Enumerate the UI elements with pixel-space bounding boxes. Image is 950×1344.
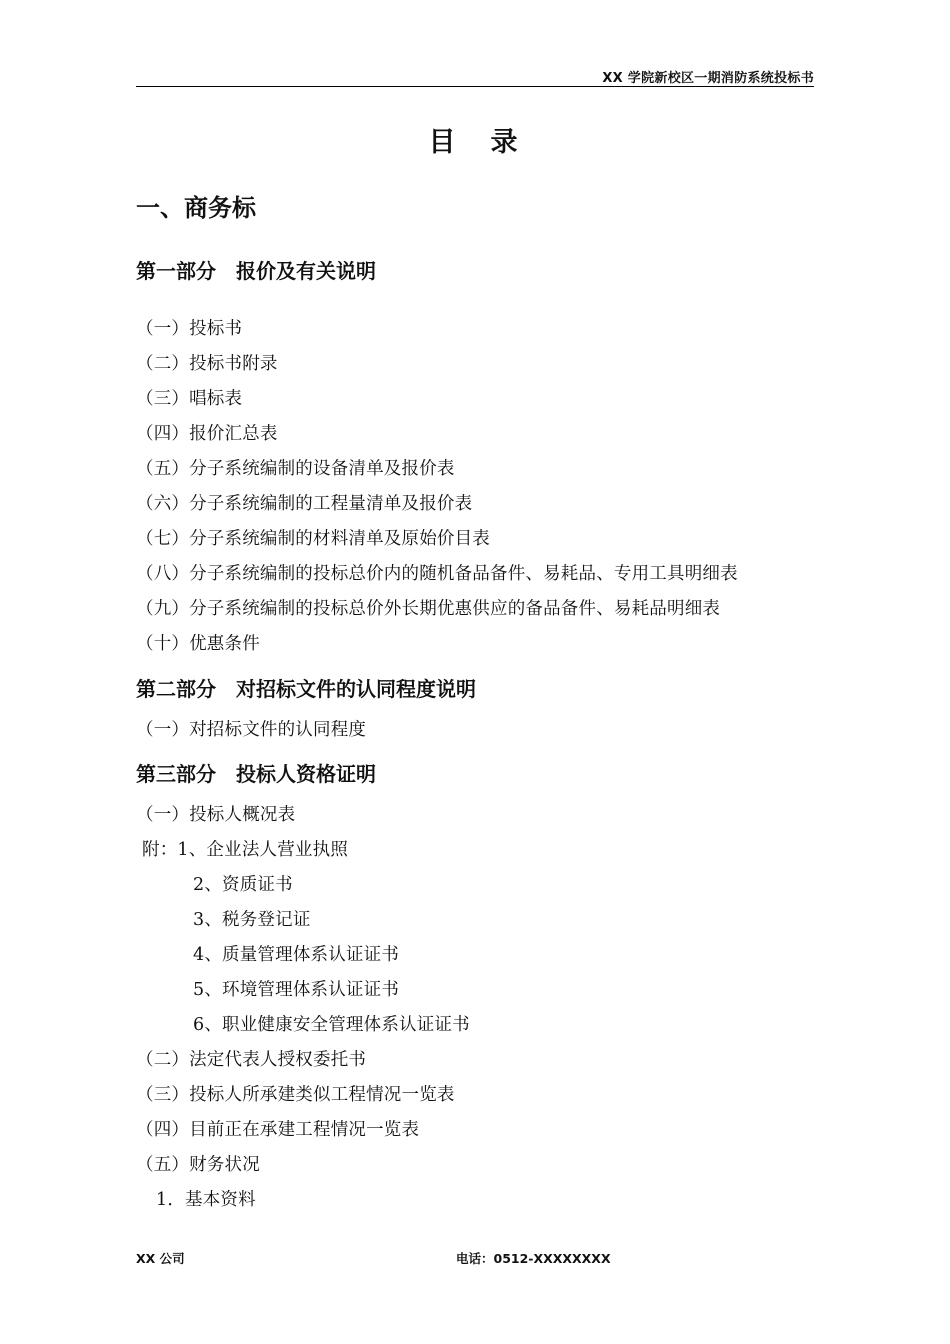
toc-subitem: 2、资质证书 — [193, 875, 293, 895]
toc-item: （二）法定代表人授权委托书 — [136, 1050, 367, 1070]
part1-heading: 第一部分 报价及有关说明 — [136, 259, 376, 283]
document-title: 目 录 — [428, 127, 522, 158]
section-heading: 一、商务标 — [136, 194, 256, 222]
toc-item: （十）优惠条件 — [136, 634, 260, 654]
toc-item: （三）投标人所承建类似工程情况一览表 — [136, 1085, 455, 1105]
toc-item: （二）投标书附录 — [136, 354, 278, 374]
footer-phone: 电话：0512-XXXXXXXX — [456, 1251, 611, 1266]
toc-item: （一）对招标文件的认同程度 — [136, 720, 367, 740]
part3-heading: 第三部分 投标人资格证明 — [136, 762, 376, 786]
toc-item: （四）目前正在承建工程情况一览表 — [136, 1120, 420, 1140]
toc-item: 附：1、企业法人营业执照 — [142, 840, 349, 860]
toc-subitem: 3、税务登记证 — [193, 910, 311, 930]
toc-subitem: 4、质量管理体系认证证书 — [193, 945, 400, 965]
toc-item: （七）分子系统编制的材料清单及原始价目表 — [136, 529, 490, 549]
header-title: XX 学院新校区一期消防系统投标书 — [602, 71, 814, 86]
toc-subitem: 1．基本资料 — [156, 1190, 256, 1210]
toc-item: （一）投标人概况表 — [136, 805, 296, 825]
toc-item: （五）分子系统编制的设备清单及报价表 — [136, 459, 455, 479]
toc-item: （五）财务状况 — [136, 1155, 260, 1175]
toc-item: （一）投标书 — [136, 319, 243, 339]
toc-item: （八）分子系统编制的投标总价内的随机备品备件、易耗品、专用工具明细表 — [136, 564, 738, 584]
toc-item: （四）报价汇总表 — [136, 424, 278, 444]
toc-item: （九）分子系统编制的投标总价外长期优惠供应的备品备件、易耗品明细表 — [136, 599, 721, 619]
header-divider — [136, 86, 814, 87]
toc-subitem: 5、环境管理体系认证证书 — [193, 980, 400, 1000]
toc-item: （六）分子系统编制的工程量清单及报价表 — [136, 494, 473, 514]
toc-item: （三）唱标表 — [136, 389, 243, 409]
part2-heading: 第二部分 对招标文件的认同程度说明 — [136, 677, 476, 701]
toc-subitem: 6、职业健康安全管理体系认证证书 — [193, 1015, 470, 1035]
footer-company: XX 公司 — [136, 1251, 185, 1266]
